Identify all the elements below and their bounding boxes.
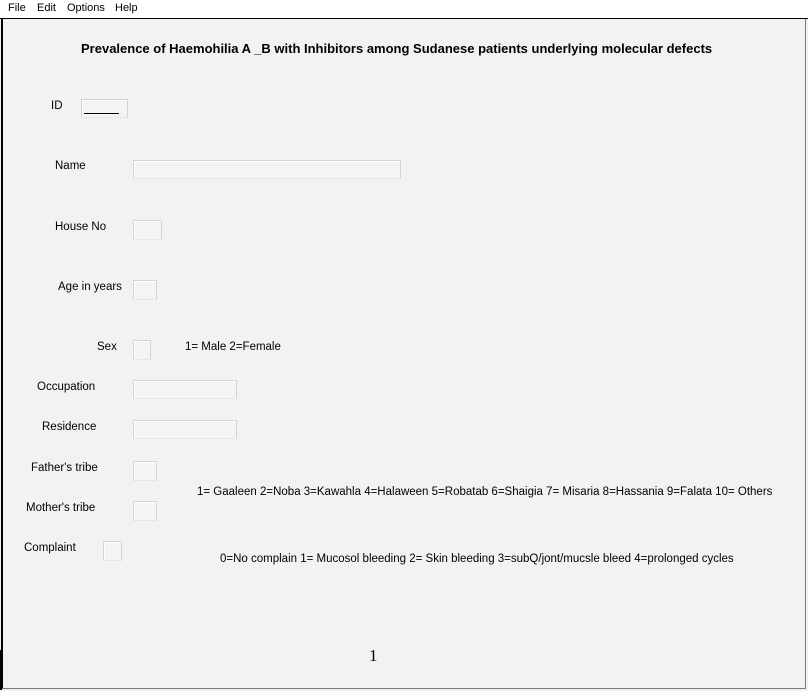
- form-canvas: [1, 19, 806, 689]
- occupation-input[interactable]: [134, 381, 236, 398]
- sex-label: Sex: [97, 341, 117, 353]
- tribe-hint: 1= Gaaleen 2=Noba 3=Kawahla 4=Halaween 5=Robatab 6=Shaigia 7= Misaria 8=Hassania 9=Falata 10= Others: [197, 486, 773, 498]
- form-title: Prevalence of Haemohilia A _B with Inhibitors among Sudanese patients underlying molecular defects: [81, 41, 713, 56]
- sex-input[interactable]: [134, 341, 150, 359]
- occupation-field[interactable]: [133, 380, 237, 399]
- mothers-tribe-field[interactable]: [133, 501, 157, 521]
- menu-help[interactable]: Help: [115, 2, 138, 14]
- id-input[interactable]: [82, 100, 127, 117]
- fathers-tribe-input[interactable]: [134, 462, 156, 480]
- name-label: Name: [55, 160, 86, 172]
- age-input[interactable]: [134, 281, 156, 299]
- id-underline: [84, 113, 119, 114]
- house-no-field[interactable]: [133, 220, 162, 240]
- house-no-label: House No: [55, 221, 107, 233]
- complaint-input[interactable]: [104, 542, 121, 560]
- age-field[interactable]: [133, 280, 157, 300]
- sex-hint: 1= Male 2=Female: [185, 341, 281, 353]
- sex-field[interactable]: [133, 340, 151, 360]
- name-field[interactable]: [133, 160, 401, 179]
- house-no-input[interactable]: [134, 221, 161, 239]
- complaint-label: Complaint: [24, 542, 76, 554]
- residence-input[interactable]: [134, 421, 236, 438]
- menu-file[interactable]: File: [8, 2, 26, 14]
- window-edge: [0, 650, 2, 690]
- menu-bar: [0, 0, 808, 19]
- id-label: ID: [51, 100, 63, 112]
- name-input[interactable]: [134, 161, 400, 178]
- complaint-field[interactable]: [103, 541, 122, 561]
- menu-options[interactable]: Options: [67, 2, 105, 14]
- residence-field[interactable]: [133, 420, 237, 439]
- mothers-tribe-label: Mother's tribe: [26, 502, 96, 514]
- mothers-tribe-input[interactable]: [134, 502, 156, 520]
- id-field[interactable]: [81, 99, 128, 118]
- age-label: Age in years: [58, 281, 122, 293]
- residence-label: Residence: [42, 421, 97, 433]
- page-number: 1: [369, 646, 378, 665]
- complaint-hint: 0=No complain 1= Mucosol bleeding 2= Skin bleeding 3=subQ/jont/mucsle bleed 4=prolonged cycles: [220, 553, 734, 565]
- fathers-tribe-label: Father's tribe: [31, 462, 98, 474]
- occupation-label: Occupation: [37, 381, 96, 393]
- menu-edit[interactable]: Edit: [37, 2, 56, 14]
- fathers-tribe-field[interactable]: [133, 461, 157, 481]
